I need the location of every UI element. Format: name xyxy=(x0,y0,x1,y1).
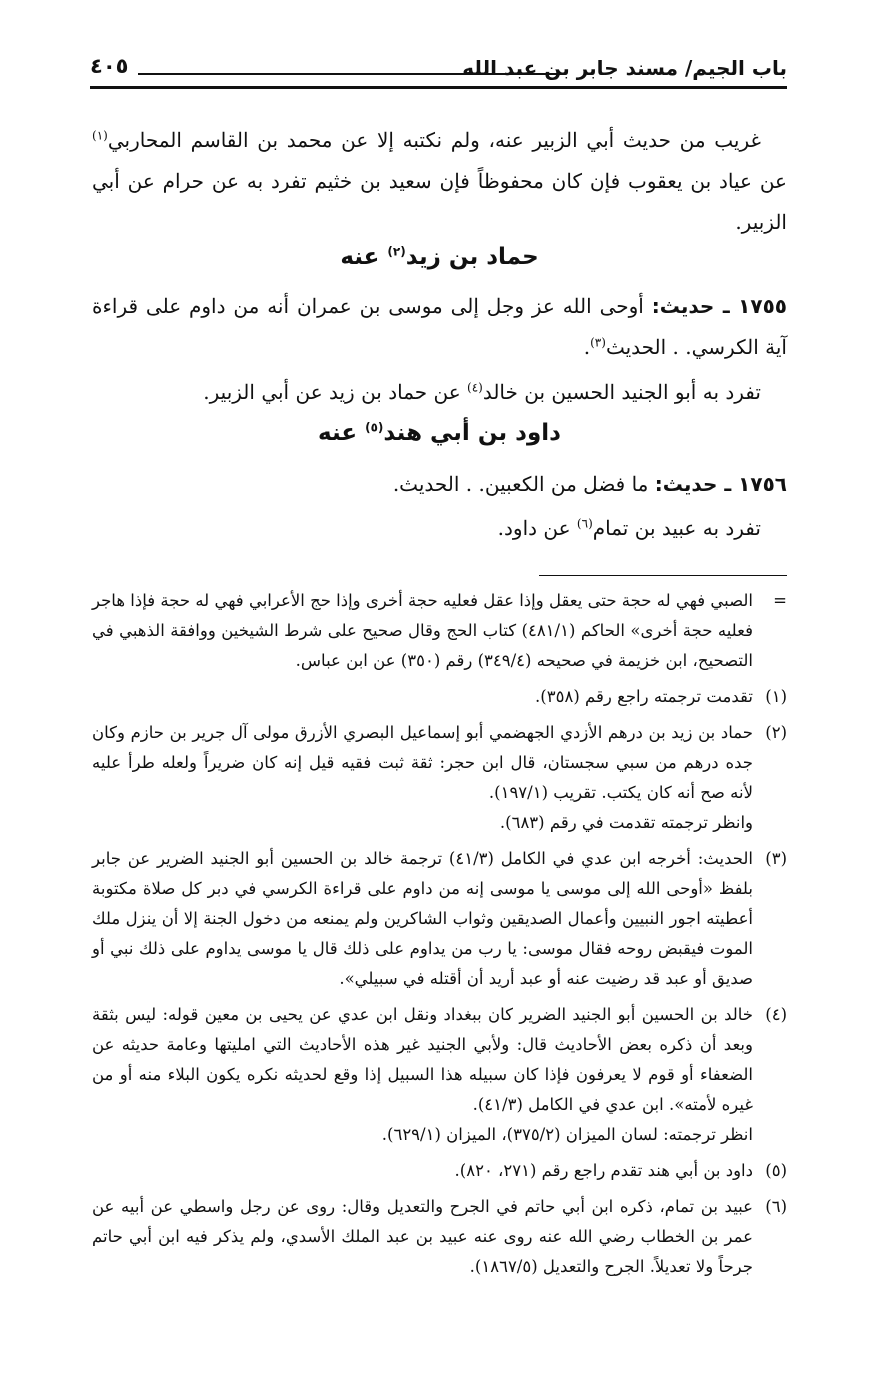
footnote-4 xyxy=(92,1000,787,1150)
footnote-line: داود بن أبي هند تقدم راجع رقم (٢٧١، ٨٢٠). xyxy=(454,1161,753,1180)
narration-text-end: عن داود. xyxy=(497,516,577,540)
intro-text-end: عن عياد بن يعقوب فإن كان محفوظاً فإن سعيد بن خثيم تفرد به عن حرام عن أبي الزبير. xyxy=(92,169,787,234)
intro-text-start: غريب من حديث أبي الزبير عنه، ولم نكتبه إلا عن محمد بن القاسم المحاربي xyxy=(107,128,761,152)
heading-suffix: عنه xyxy=(340,244,388,270)
intro-paragraph xyxy=(92,120,787,243)
footnote-marker: (٢) xyxy=(765,723,787,742)
header-rule xyxy=(138,73,565,75)
footnote-ref-6: (٦) xyxy=(576,516,593,531)
footnote-line: الصبي فهي له حجة حتى يعقل وإذا عقل فعليه حجة أخرى وإذا حج الأعرابي فهي له حجة فإذا هاجر فعليه حجة أخرى» الحاكم (٤٨١/١) كتاب الحج وقال صحيح على شرط الشيخين ووافقة الذهبي في التصحيح، ابن خزيمة في صحيحه (٣٤٩/٤) رقم (٣٥٠) عن ابن عباس. xyxy=(92,591,753,670)
section-heading-hammad xyxy=(92,244,787,270)
footnote-body xyxy=(92,718,753,838)
narration-text-end: عن حماد بن زيد عن أبي الزبير. xyxy=(203,380,468,404)
hadith-text: ما فضل من الكعبين. . الحديث. xyxy=(392,472,655,496)
running-title: باب الجيم/ مسند جابر بن عبد الله xyxy=(462,56,787,80)
footnote-1 xyxy=(92,682,787,712)
footnote-ref-4: (٤) xyxy=(467,380,483,395)
heading-text: حماد بن زيد xyxy=(405,244,539,270)
footnote-body xyxy=(92,1000,753,1150)
heading-text: داود بن أبي هند xyxy=(383,420,561,446)
footnote-marker: (٦) xyxy=(765,1197,787,1216)
footnotes xyxy=(92,586,787,1288)
section-heading-dawud xyxy=(92,420,787,446)
header-divider xyxy=(90,86,787,89)
footnote-body xyxy=(92,586,753,676)
footnote-line: خالد بن الحسين أبو الجنيد الضرير كان ببغداد ونقل ابن عدي عن يحيى بن معين قوله: ليس بثقة وبعد أن ذكره بعض الأحاديث قال: ولأبي الجنيد غير هذه الأحاديث التي امليتها وعامة حديثه عن الضعفاء أو قوم لا يعرفون فإذا كان سبيله هذا السبيل إذا وقع لحديثه نكره يكون البلاء منه أو من غيره لأمته». ابن عدي في الكامل (٤١/٣). xyxy=(92,1005,753,1114)
footnote-separator xyxy=(539,575,787,576)
footnote-6 xyxy=(92,1192,787,1282)
hadith-label: ١٧٥٦ ـ حديث: xyxy=(654,472,787,496)
narration-text: تفرد به عبيد بن تمام xyxy=(592,516,761,540)
footnote-line: الحديث: أخرجه ابن عدي في الكامل (٤١/٣) ترجمة خالد بن الحسين أبو الجنيد الضرير عن جابر بلفظ «أوحى الله إلى موسى يا موسى إنه من داوم على قراءة الكرسي في دبر كل صلاة مكتوبة أعطيته اجور النبيين وأعمال الصديقين وثواب الشاكرين ولم يمنعه من دخول الجنة إلا أن ينزل ملك الموت فيقبض روحه فقال موسى: يا رب من يداوم على ذلك قال يا موسى يداوم على ذلك نبي أو صديق أو عبد قد رضيت عنه أو عبد أريد أن أقتله في سبيلي». xyxy=(92,849,753,988)
hadith-end: . xyxy=(583,335,591,359)
hadith-label: ١٧٥٥ ـ حديث: xyxy=(651,294,787,318)
hadith-1755 xyxy=(92,286,787,368)
footnote-marker: (٣) xyxy=(765,849,787,868)
narration-1755 xyxy=(92,372,761,412)
footnote-marker: (١) xyxy=(765,687,787,706)
footnote-ref-2: (٢) xyxy=(387,244,406,259)
running-header xyxy=(90,48,787,92)
narration-1756 xyxy=(92,508,761,548)
footnote-body xyxy=(92,1192,753,1282)
footnote-ref-3: (٣) xyxy=(590,335,606,350)
footnote-marker: (٥) xyxy=(765,1161,787,1180)
footnote-5 xyxy=(92,1156,787,1186)
footnote-marker: = xyxy=(773,591,787,610)
footnote-marker: (٤) xyxy=(765,1005,787,1024)
footnote-ref-5: (٥) xyxy=(365,420,384,435)
footnote-line: انظر ترجمته: لسان الميزان (٣٧٥/٢)، الميزان (٦٢٩/١). xyxy=(381,1125,753,1144)
footnote-3 xyxy=(92,844,787,994)
heading-suffix: عنه xyxy=(318,420,366,446)
hadith-text: أوحى الله عز وجل إلى موسى بن عمران أنه من داوم على قراءة آية الكرسي. . الحديث xyxy=(92,294,787,359)
footnote-body xyxy=(92,1156,753,1186)
narration-text: تفرد به أبو الجنيد الحسين بن خالد xyxy=(482,380,761,404)
footnote-body xyxy=(92,682,753,712)
page-number: ٤٠٥ xyxy=(90,54,129,78)
footnote-continued xyxy=(92,586,787,676)
footnote-line: عبيد بن تمام، ذكره ابن أبي حاتم في الجرح والتعديل وقال: روى عن رجل واسطي عن أبيه عن عمر بن الخطاب رضي الله عنه روى عنه عبيد بن عبد الملك الأسدي، ولم يذكر فيه ابن أبي حاتم جرحاً ولا تعديلاً. الجرح والتعديل (١٨٦٧/٥). xyxy=(92,1197,753,1276)
footnote-ref-1: (١) xyxy=(92,128,108,143)
footnote-line: وانظر ترجمته تقدمت في رقم (٦٨٣). xyxy=(499,813,753,832)
footnote-2 xyxy=(92,718,787,838)
footnote-line: تقدمت ترجمته راجع رقم (٣٥٨). xyxy=(535,687,753,706)
footnote-body xyxy=(92,844,753,994)
hadith-1756 xyxy=(92,464,787,505)
footnote-line: حماد بن زيد بن درهم الأزدي الجهضمي أبو إسماعيل البصري الأزرق مولى آل جرير بن حازم وكان جده درهم من سبي سجستان، قال ابن حجر: ثقة ثبت فقيه قيل إنه كان ضريراً ولعله طرأ عليه لأنه صح أنه كان يكتب. تقريب (١٩٧/١). xyxy=(92,723,753,802)
